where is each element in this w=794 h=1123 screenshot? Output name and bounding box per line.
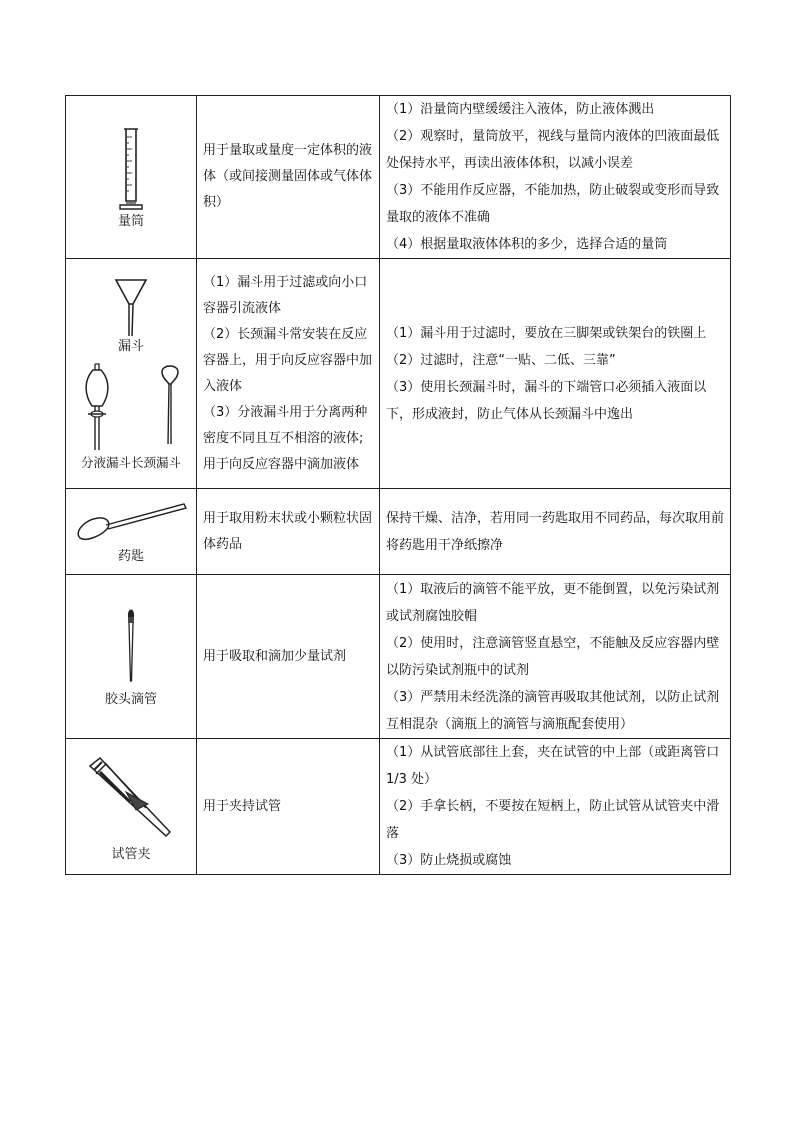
separatory-funnel-icon bbox=[80, 362, 114, 454]
equipment-name: 药匙 bbox=[117, 548, 144, 564]
equipment-name: 胶头滴管 bbox=[104, 691, 157, 707]
table-row bbox=[66, 739, 731, 875]
spoon-cell bbox=[66, 489, 197, 575]
note-item: （4）根据量取液体体积的多少，选择合适的量筒 bbox=[386, 237, 668, 252]
graduated-cylinder-icon bbox=[111, 123, 151, 213]
equipment-name: 试管夹 bbox=[111, 846, 151, 862]
equipment-name: 漏斗 bbox=[117, 338, 144, 354]
table-row bbox=[66, 489, 731, 575]
note-item: （1）从试管底部往上套，夹在试管的中上部（或距离管口 1/3 处） bbox=[386, 745, 720, 787]
usage-item: （2）长颈漏斗常安装在反应容器上，用于向反应容器中加入液体 bbox=[203, 326, 373, 394]
note-item: （3）防止烧损或腐蚀 bbox=[386, 853, 512, 868]
usage-cell: 用于取用粉末状或小颗粒状固体药品 bbox=[197, 489, 380, 575]
usage-cell bbox=[197, 259, 380, 489]
note-item: （2）过滤时，注意“一贴、二低、三靠” bbox=[386, 352, 616, 368]
long-neck-funnel-icon bbox=[158, 362, 182, 448]
usage-cell: 用于吸取和滴加少量试剂 bbox=[197, 575, 380, 739]
funnel-cell bbox=[66, 259, 197, 489]
note-item: （1）漏斗用于过滤时，要放在三脚架或铁架台的铁圈上 bbox=[386, 325, 707, 341]
table-row bbox=[66, 575, 731, 739]
usage-cell: 用于量取或量度一定体积的液体（或间接测量固体或气体体积） bbox=[197, 96, 380, 259]
note-item: （3）严禁用未经洗涤的滴管再吸取其他试剂，以防止试剂互相混杂（滴瓶上的滴管与滴瓶配套使用） bbox=[386, 689, 720, 732]
dropper-icon bbox=[121, 605, 141, 685]
note-item: （3）使用长颈漏斗时，漏斗的下端管口必须插入液面以下，形成液封，防止气体从长颈漏斗中逸出 bbox=[386, 379, 707, 422]
test-tube-clamp-icon bbox=[86, 750, 176, 840]
note-item: （2）手拿长柄，不要按在短柄上，防止试管从试管夹中滑落 bbox=[386, 799, 720, 841]
spoon-icon bbox=[72, 498, 192, 548]
usage-item: （3）分液漏斗用于分离两种密度不同且互不相溶的液体;用于向反应容器中滴加液体 bbox=[203, 404, 368, 472]
note-item: （1）取液后的滴管不能平放，更不能倒置，以免污染试剂或试剂腐蚀胶帽 bbox=[386, 581, 720, 624]
funnel-icon bbox=[111, 276, 151, 338]
dropper-cell bbox=[66, 575, 197, 739]
equipment-table bbox=[65, 95, 731, 875]
table-row bbox=[66, 259, 731, 489]
note-item: （1）沿量筒内壁缓缓注入液体，防止液体溅出 bbox=[386, 102, 655, 117]
usage-cell: 用于夹持试管 bbox=[197, 739, 380, 875]
note-item: 保持干燥、洁净，若用同一药匙取用不同药品，每次取用前将药匙用干净纸擦净 bbox=[386, 510, 725, 553]
graduated-cylinder-cell bbox=[66, 96, 197, 259]
usage-item: （1）漏斗用于过滤或向小口容器引流液体 bbox=[203, 274, 368, 316]
notes-cell bbox=[380, 96, 731, 259]
notes-cell bbox=[380, 575, 731, 739]
note-item: （2）使用时，注意滴管竖直悬空，不能触及反应容器内壁以防污染试剂瓶中的试剂 bbox=[386, 635, 720, 678]
notes-cell bbox=[380, 259, 731, 489]
notes-cell bbox=[380, 739, 731, 875]
table-row bbox=[66, 96, 731, 259]
equipment-name: 量筒 bbox=[117, 214, 144, 229]
equipment-name-secondary: 分液漏斗长颈漏斗 bbox=[80, 454, 181, 470]
test-tube-clamp-cell bbox=[66, 739, 197, 875]
notes-cell bbox=[380, 489, 731, 575]
note-item: （2）观察时，量筒放平，视线与量筒内液体的凹液面最低处保持水平，再读出液体体积，以减小误差 bbox=[386, 129, 720, 171]
note-item: （3）不能用作反应器，不能加热，防止破裂或变形而导致量取的液体不准确 bbox=[386, 183, 720, 225]
